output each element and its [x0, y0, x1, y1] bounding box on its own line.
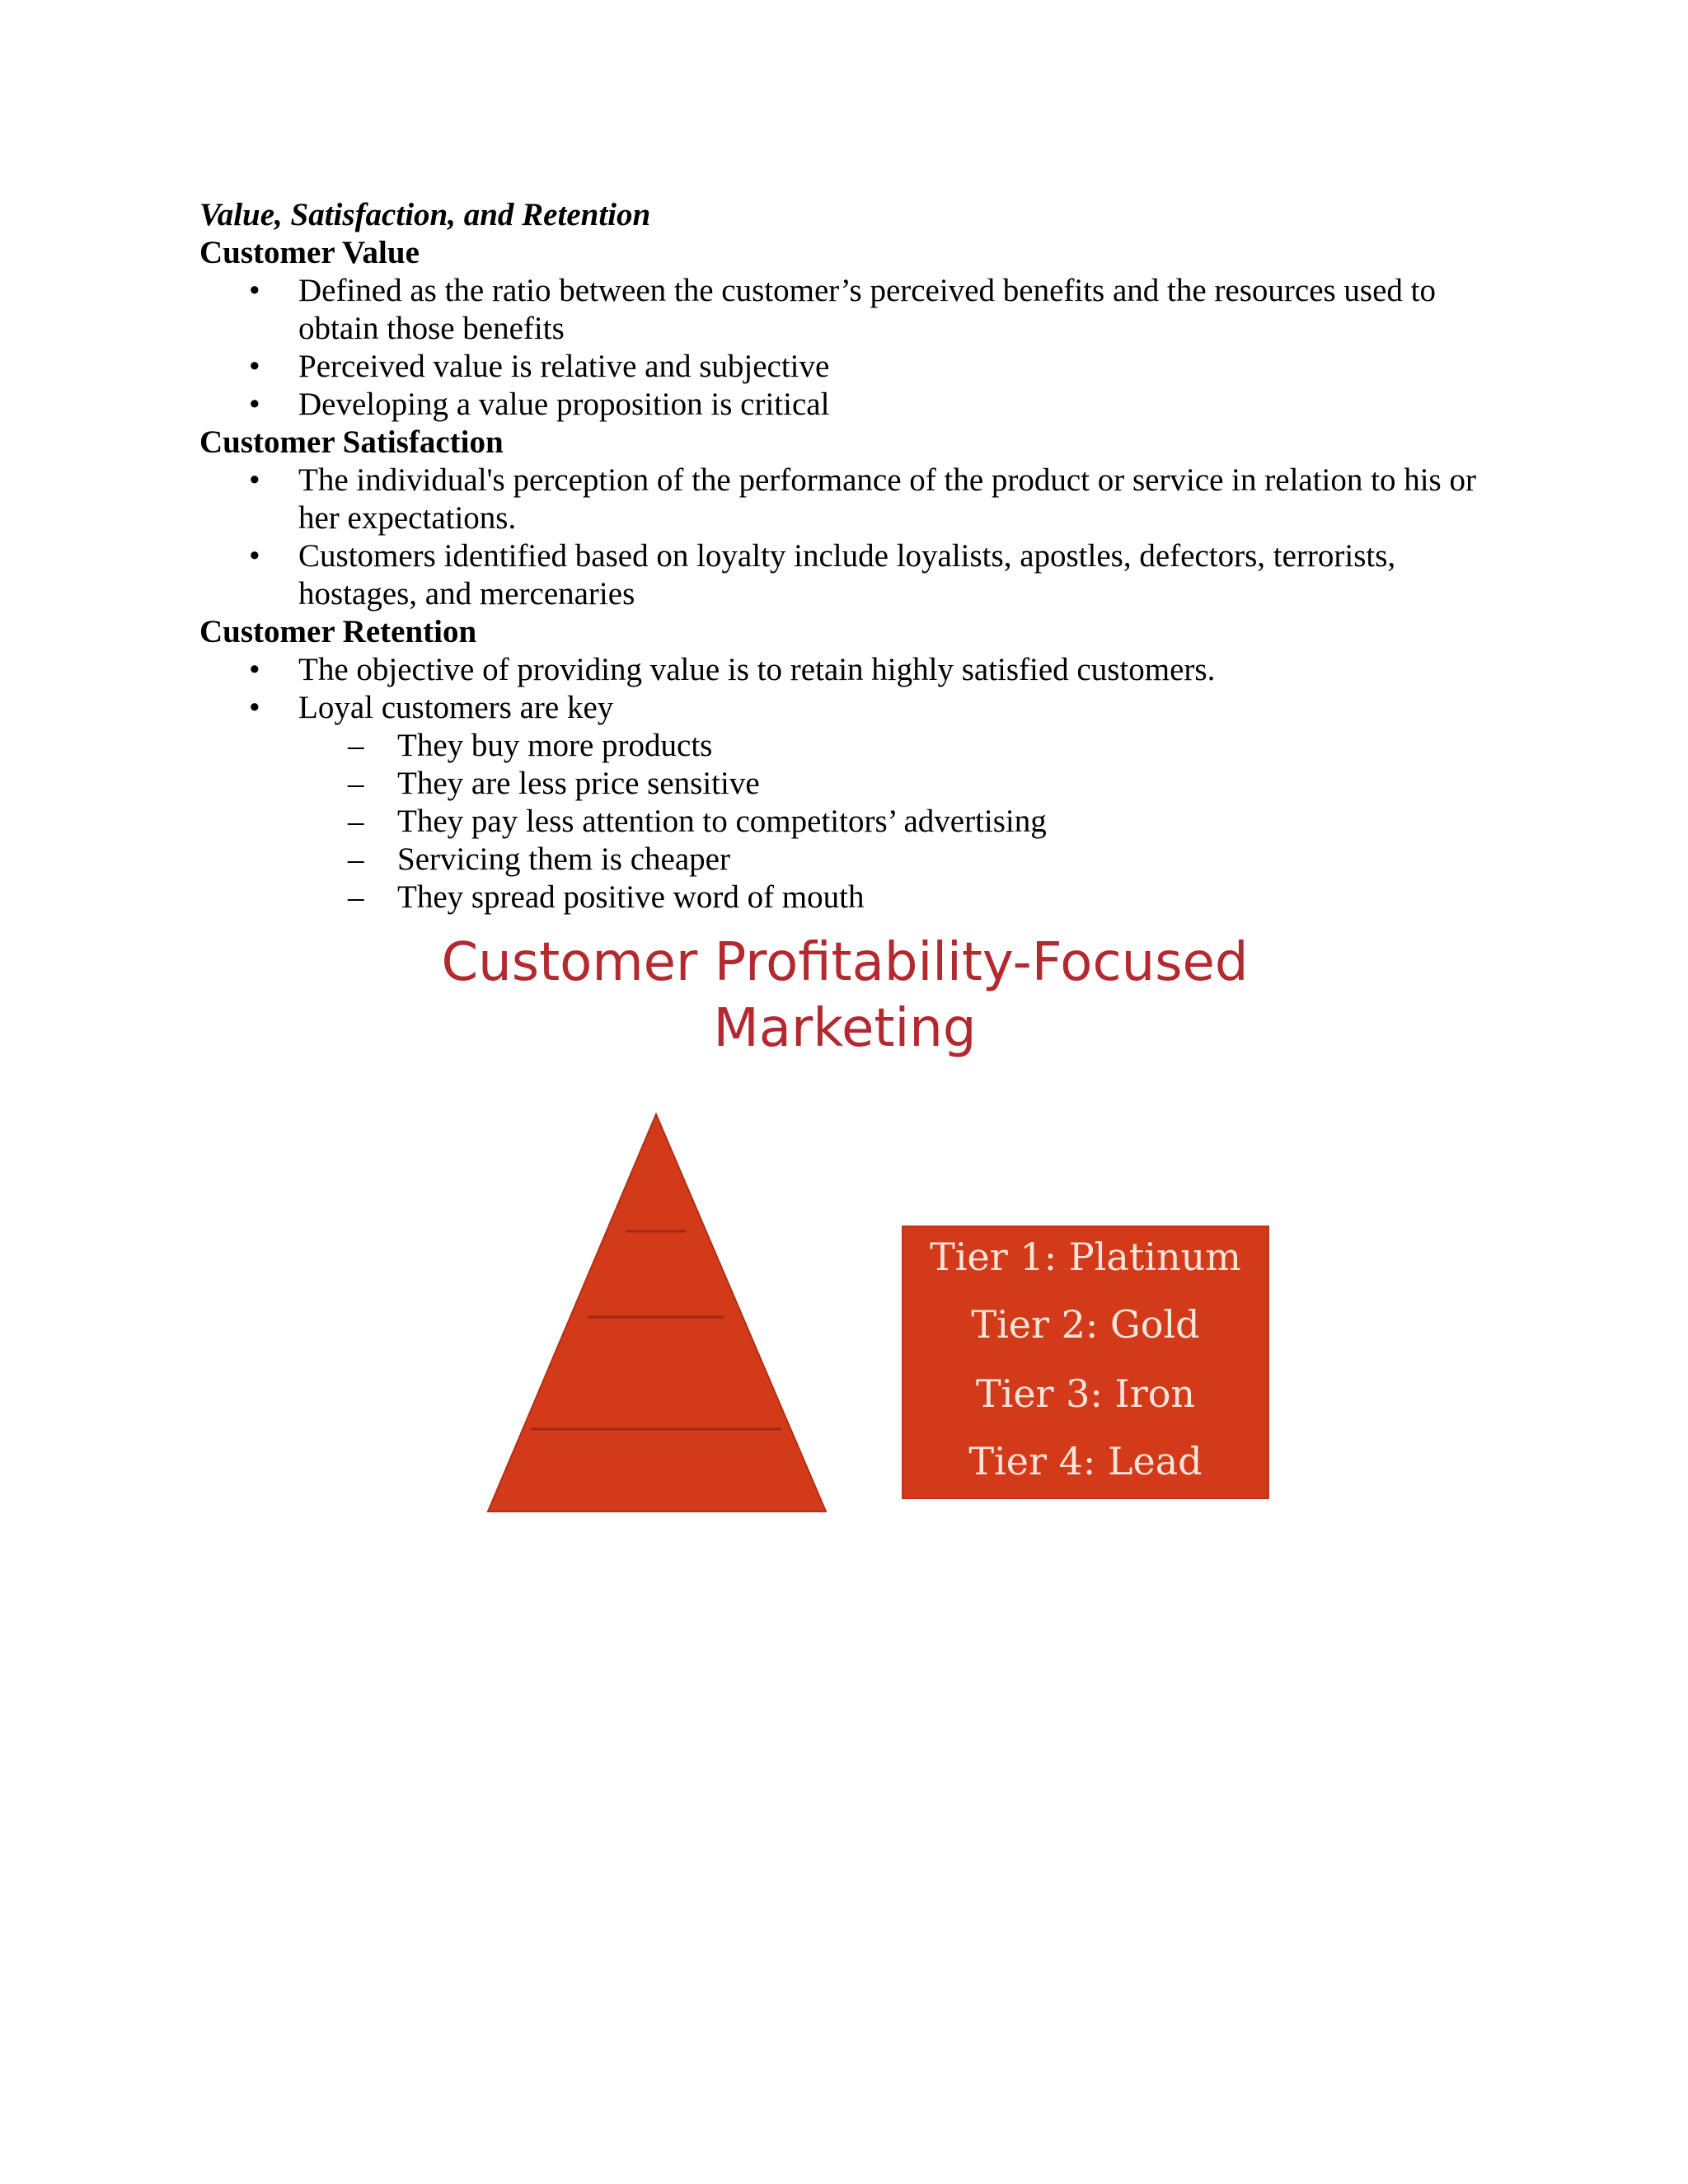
list-item — [199, 803, 1485, 841]
tier-item-gold: Tier 2: Gold — [971, 1302, 1200, 1347]
figure-title-line-2: Marketing — [713, 998, 977, 1059]
heading-customer-satisfaction: Customer Satisfaction — [199, 424, 504, 460]
list-item — [199, 386, 1485, 424]
tier-item-platinum: Tier 1: Platinum — [930, 1235, 1241, 1279]
heading-customer-value: Customer Value — [199, 235, 420, 270]
bullet-text: The individual's perception of the performance of the product or service in relation to his or her expectations. — [298, 462, 1476, 536]
customer-satisfaction-list — [199, 462, 1485, 613]
sub-bullet-text: Servicing them is cheaper — [397, 841, 730, 877]
list-item — [199, 727, 1485, 765]
sub-bullet-text: They pay less attention to competitors’ advertising — [397, 804, 1047, 839]
list-item — [199, 841, 1485, 879]
sub-bullet-text: They buy more products — [397, 728, 713, 763]
bullet-icon: • — [249, 652, 260, 687]
bullet-icon: • — [249, 387, 260, 422]
bullet-icon: • — [249, 690, 260, 725]
customer-retention-list — [199, 651, 1485, 727]
list-item — [199, 689, 1485, 727]
bullet-text: The objective of providing value is to retain highly satisfied customers. — [298, 652, 1216, 687]
bullet-text: Perceived value is relative and subjective — [298, 349, 830, 384]
dash-icon: – — [348, 728, 364, 763]
bullet-text: Loyal customers are key — [298, 690, 614, 725]
list-item — [199, 879, 1485, 916]
bullet-text: Customers identified based on loyalty include loyalists, apostles, defectors, terrorists, hostages, and mercenaries — [298, 538, 1396, 612]
document-title: Value, Satisfaction, and Retention — [199, 197, 651, 232]
dash-icon: – — [348, 841, 364, 877]
tier-list-box — [902, 1226, 1269, 1499]
pyramid-shape — [488, 1114, 826, 1511]
dash-icon: – — [348, 879, 364, 915]
list-item — [199, 462, 1485, 537]
bullet-text: Developing a value proposition is critical — [298, 387, 830, 422]
figure-title — [387, 930, 1302, 1062]
heading-customer-retention: Customer Retention — [199, 614, 477, 649]
customer-value-list — [199, 272, 1485, 424]
loyal-customer-reasons-list — [199, 727, 1485, 916]
bullet-icon: • — [249, 349, 260, 384]
list-item — [199, 348, 1485, 386]
bullet-icon: • — [249, 462, 260, 498]
sub-bullet-text: They spread positive word of mouth — [397, 879, 865, 915]
bullet-icon: • — [249, 273, 260, 308]
list-item — [199, 651, 1485, 689]
tier-item-iron: Tier 3: Iron — [975, 1371, 1196, 1416]
list-item — [199, 537, 1485, 613]
sub-bullet-text: They are less price sensitive — [397, 766, 760, 801]
tier-pyramid — [486, 1113, 832, 1513]
bullet-text: Defined as the ratio between the customer’s perceived benefits and the resources used to obtain those benefits — [298, 273, 1437, 346]
bullet-icon: • — [249, 538, 260, 574]
list-item — [199, 272, 1485, 348]
figure-title-line-1: Customer Profitability-Focused — [441, 932, 1249, 993]
list-item — [199, 765, 1485, 803]
dash-icon: – — [348, 804, 364, 839]
dash-icon: – — [348, 766, 364, 801]
profitability-figure — [387, 930, 1335, 1523]
tier-item-lead: Tier 4: Lead — [968, 1439, 1203, 1483]
text-body — [199, 196, 1485, 916]
